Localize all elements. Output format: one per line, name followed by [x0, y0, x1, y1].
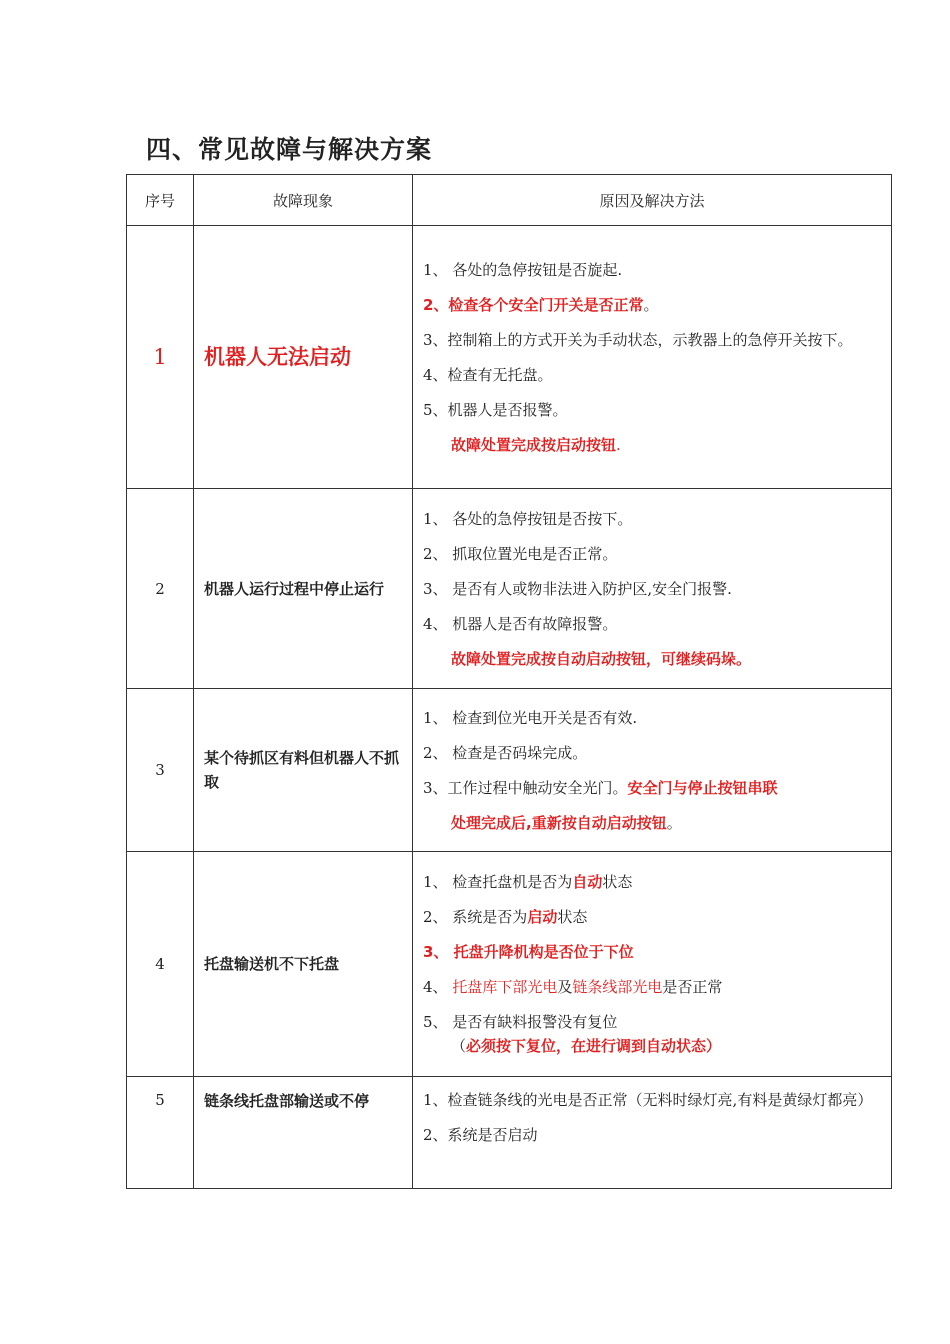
solution-text: 托盘库下部光电	[452, 978, 558, 996]
solution-line	[423, 507, 881, 531]
solution-text: 处理完成后,重新按自动启动按钮	[451, 813, 667, 832]
solution-text: 1、 检查托盘机是否为	[423, 873, 573, 891]
solution-text: 及	[557, 978, 573, 996]
row-solution	[413, 689, 892, 852]
solution-text: .	[616, 435, 621, 454]
fault-table	[126, 174, 892, 1189]
row-symptom: 托盘输送机不下托盘	[194, 852, 413, 1077]
solution-text: 1、 各处的急停按钮是否旋起.	[423, 260, 623, 279]
header-no: 序号	[127, 175, 194, 226]
solution-text: 3、工作过程中触动安全光门。	[423, 778, 628, 797]
solution-text: 3、 是否有人或物非法进入防护区,安全门报警.	[423, 579, 732, 598]
solution-text: 状态	[557, 908, 588, 926]
table-row	[127, 1077, 892, 1189]
header-symptom: 故障现象	[194, 175, 413, 226]
solution-text: 自动	[572, 873, 603, 891]
solution-line	[423, 905, 881, 929]
solution-line	[423, 1088, 881, 1112]
solution-text: 2、系统是否启动	[423, 1126, 538, 1144]
solution-line	[423, 940, 881, 964]
solution-line	[423, 293, 881, 317]
solution-line	[423, 1123, 881, 1147]
row-symptom: 机器人运行过程中停止运行	[194, 489, 413, 689]
row-number: 2	[127, 489, 194, 689]
solution-line	[423, 433, 881, 457]
solution-line	[423, 577, 881, 601]
solution-line	[423, 612, 881, 636]
solution-line	[423, 647, 881, 671]
solution-text: 4、 机器人是否有故障报警。	[423, 614, 618, 633]
row-number: 1	[127, 226, 194, 489]
row-symptom: 机器人无法启动	[194, 226, 413, 489]
solution-text: 启动	[527, 908, 558, 926]
solution-line	[423, 363, 881, 387]
table-row	[127, 852, 892, 1077]
row-number: 4	[127, 852, 194, 1077]
solution-text: 1、 检查到位光电开关是否有效.	[423, 708, 638, 727]
solution-text: 安全门与停止按钮串联	[627, 778, 778, 797]
solution-text: 1、 各处的急停按钮是否按下。	[423, 509, 633, 528]
page-title: 四、常见故障与解决方案	[146, 135, 433, 164]
table-header-row	[127, 175, 892, 226]
solution-line	[423, 398, 881, 422]
solution-line	[423, 706, 881, 730]
solution-text: 故障处置完成按启动按钮	[451, 435, 617, 454]
solution-text: 。	[666, 813, 682, 832]
solution-text: 状态	[602, 873, 633, 891]
row-solution	[413, 1077, 892, 1189]
solution-line	[423, 975, 881, 999]
table-row	[127, 689, 892, 852]
solution-text: 5、机器人是否报警。	[423, 400, 568, 419]
row-number: 3	[127, 689, 194, 852]
table-row	[127, 489, 892, 689]
row-solution	[413, 226, 892, 489]
solution-line	[423, 328, 881, 352]
row-solution	[413, 852, 892, 1077]
row-symptom: 链条线托盘部输送或不停	[194, 1077, 413, 1189]
row-solution	[413, 489, 892, 689]
solution-text: 是否正常	[662, 978, 723, 996]
row-symptom: 某个待抓区有料但机器人不抓取	[194, 689, 413, 852]
row-number: 5	[127, 1077, 194, 1189]
solution-text: 3、 托盘升降机构是否位于下位	[423, 943, 634, 961]
solution-text: 。	[643, 295, 659, 314]
solution-text: 2、检查各个安全门开关是否正常	[423, 295, 644, 314]
solution-line	[423, 258, 881, 282]
solution-text: 5、 是否有缺料报警没有复位（	[423, 1013, 618, 1055]
solution-line	[423, 542, 881, 566]
solution-text: 1、检查链条线的光电是否正常（无料时绿灯亮,有料是黄绿灯都亮）	[423, 1091, 873, 1109]
solution-text: 2、 抓取位置光电是否正常。	[423, 544, 618, 563]
solution-line	[423, 870, 881, 894]
solution-line	[423, 1010, 881, 1058]
header-solution: 原因及解决方法	[413, 175, 892, 226]
solution-text: 4、检查有无托盘。	[423, 365, 553, 384]
solution-text: 3、控制箱上的方式开关为手动状态，示教器上的急停开关按下。	[423, 330, 853, 349]
solution-text: 4、	[423, 978, 453, 996]
table-row	[127, 226, 892, 489]
solution-text: 故障处置完成按自动启动按钮，可继续码垛。	[451, 649, 752, 668]
solution-text: 链条线部光电	[572, 978, 663, 996]
solution-text: 2、 检查是否码垛完成。	[423, 743, 588, 762]
solution-line	[423, 776, 881, 800]
solution-line	[423, 741, 881, 765]
solution-line	[423, 811, 881, 835]
solution-text: 必须按下复位，在进行调到自动状态）	[466, 1037, 722, 1055]
solution-text: 2、 系统是否为	[423, 908, 528, 926]
